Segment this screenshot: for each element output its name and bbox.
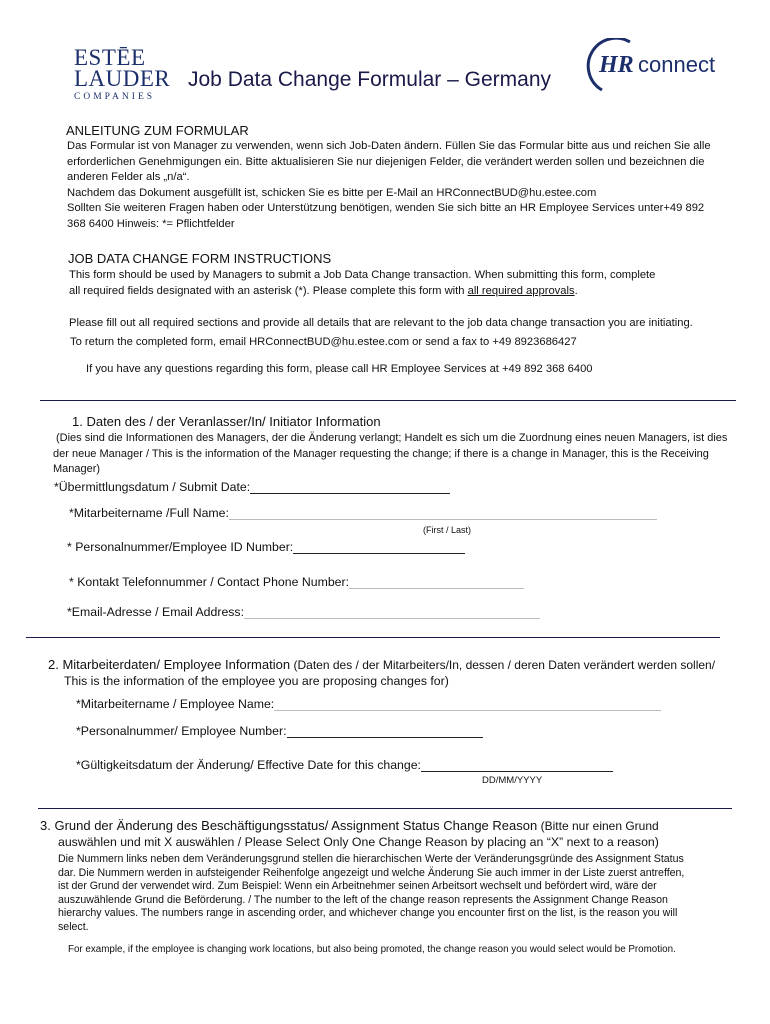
divider bbox=[40, 400, 736, 401]
employee-name-row bbox=[76, 697, 661, 711]
instructions-de-line: erforderlichen Genehmigungen ein. Bitte aktualisieren Sie nur diejenigen Felder, die verändert werden sollen und bezeichnen die bbox=[67, 155, 705, 168]
instructions-de-line: anderen Felder als „n/a“. bbox=[67, 171, 190, 184]
instructions-en-line-5: If you have any questions regarding this form, please call HR Employee Services at +49 892 368 6400 bbox=[86, 363, 593, 375]
section-3-desc-line: hierarchy values. The numbers range in ascending order, and whichever change you encounter first on the list, is the reason you will bbox=[58, 907, 678, 919]
full-name-row bbox=[69, 506, 657, 520]
section-2-title-line-2: This is the information of the employee you are proposing changes for) bbox=[64, 674, 449, 688]
instructions-en-line-1: This form should be used by Managers to submit a Job Data Change transaction. When submitting this form, complete bbox=[69, 269, 656, 281]
section-3-desc-line: ist der Grund der verwendet wird. Zum Beispiel: Wenn ein Arbeitnehmer seinen Arbeitsort wechselt und befördert wird, wäre der bbox=[58, 880, 657, 892]
submit-date-row bbox=[54, 480, 450, 494]
instructions-de-line: Das Formular ist von Manager zu verwenden, wenn sich Job-Daten ändern. Füllen Sie das Formular bitte aus und reichen Sie alle bbox=[67, 140, 711, 152]
submit-date-field[interactable] bbox=[250, 480, 450, 494]
employee-id-row bbox=[67, 540, 465, 554]
employee-id-label: * Personalnummer/Employee ID Number: bbox=[67, 540, 294, 554]
effective-date-format: DD/MM/YYYY bbox=[482, 775, 543, 786]
section-1-title: 1. Daten des / der Veranlasser/In/ Initiator Information bbox=[72, 414, 381, 429]
section-2-title: 2. Mitarbeiterdaten/ Employee Information bbox=[48, 657, 291, 672]
section-2-title-row bbox=[48, 657, 715, 672]
section-3-desc-line: Die Nummern links neben dem Veränderungsgrund stellen die hierarchischen Werte der Veränderungsgründe des Assignment Status bbox=[58, 853, 684, 865]
instructions-de-line: Nachdem das Dokument ausgefüllt ist, schicken Sie es bitte per E-Mail an HRConnectBUD@hu.estee.com bbox=[67, 186, 597, 199]
estee-lauder-logo bbox=[74, 45, 174, 102]
instructions-de-body bbox=[67, 139, 757, 233]
employee-name-label: *Mitarbeitername / Employee Name: bbox=[76, 697, 275, 711]
effective-date-field[interactable] bbox=[421, 758, 613, 772]
email-label: *Email-Adresse / Email Address: bbox=[67, 605, 245, 619]
instructions-en-line-2-text: all required fields designated with an asterisk (*). Please complete this form with bbox=[69, 285, 468, 297]
page-title: Job Data Change Formular – Germany bbox=[188, 68, 551, 91]
full-name-label: *Mitarbeitername /Full Name: bbox=[69, 506, 229, 520]
phone-field[interactable] bbox=[349, 575, 524, 589]
logo-line-2: LAUDER bbox=[74, 66, 171, 91]
full-name-hint: (First / Last) bbox=[423, 525, 472, 535]
section-3-desc-line: auszuwählende Grund die Beförderung. / The number to the left of the change reason represents the Assignment Change Reason bbox=[58, 893, 668, 906]
employee-number-row bbox=[76, 724, 483, 738]
instructions-en-line-2-end: . bbox=[574, 285, 578, 297]
instructions-en-heading: JOB DATA CHANGE FORM INSTRUCTIONS bbox=[68, 251, 332, 266]
instructions-en-line-2 bbox=[69, 284, 578, 300]
section-1-desc-line: der neue Manager / This is the information of the Manager requesting the change; if there is a change in Manager, this is the Receiving bbox=[53, 447, 709, 460]
employee-name-field[interactable] bbox=[274, 697, 661, 711]
email-row bbox=[67, 605, 540, 619]
instructions-de-line: Sollten Sie weiteren Fragen haben oder Unterstützung benötigen, wenden Sie sich bitte an HR Employee Services unter+49 892 bbox=[67, 202, 705, 215]
instructions-de-line: 368 6400 Hinweis: *= Pflichtfelder bbox=[67, 217, 235, 230]
instructions-en-line-3: Please fill out all required sections and provide all details that are relevant to the job data change transaction you are initiating. bbox=[69, 317, 693, 329]
section-3-title-line-2: auswählen und mit X auswählen / Please Select Only One Change Reason by placing an “X” next to a reason) bbox=[58, 835, 659, 849]
employee-number-label: *Personalnummer/ Employee Number: bbox=[76, 724, 287, 738]
hr-text: HR bbox=[599, 52, 634, 78]
section-3-desc-line: dar. Die Nummern werden in aufsteigender Reihenfolge angezeigt und welche Änderung Sie auch immer in der Liste zuerst antreffen, bbox=[58, 866, 685, 879]
effective-date-label: *Gültigkeitsdatum der Änderung/ Effective Date for this change: bbox=[76, 758, 421, 772]
instructions-en-line-4: To return the completed form, email HRConnectBUD@hu.estee.com or send a fax to +49 8923686427 bbox=[70, 336, 577, 348]
section-3-title: 3. Grund der Änderung des Beschäftigungsstatus/ Assignment Status Change Reason bbox=[40, 818, 538, 833]
section-1-desc-line: (Dies sind die Informationen des Managers, der die Änderung verlangt; Handelt es sich um die Zuordnung eines neuen Managers, ist dies bbox=[56, 432, 728, 444]
full-name-field[interactable] bbox=[229, 506, 657, 520]
hr-connect-logo bbox=[582, 38, 742, 98]
section-3-example: For example, if the employee is changing work locations, but also being promoted, the change reason you would select would be Promotion. bbox=[68, 944, 676, 955]
submit-date-label: *Übermittlungsdatum / Submit Date: bbox=[54, 480, 251, 494]
section-3-desc-line: select. bbox=[58, 920, 89, 933]
logo-line-3: COMPANIES bbox=[74, 92, 156, 102]
instructions-de-heading: ANLEITUNG ZUM FORMULAR bbox=[66, 123, 249, 138]
section-2-title-note: (Daten des / der Mitarbeiters/In, dessen / deren Daten verändert werden sollen/ bbox=[293, 658, 716, 672]
employee-id-field[interactable] bbox=[293, 540, 465, 554]
connect-text: connect bbox=[638, 52, 716, 77]
logo-line-1: ESTĒE bbox=[74, 45, 146, 70]
phone-row bbox=[69, 575, 524, 589]
employee-number-field[interactable] bbox=[287, 724, 483, 738]
section-1-desc bbox=[53, 431, 758, 478]
section-3-desc bbox=[58, 853, 763, 934]
section-3-title-row bbox=[40, 818, 659, 833]
section-1-desc-line: Manager) bbox=[53, 463, 101, 476]
section-3-title-note: (Bitte nur einen Grund bbox=[540, 819, 659, 833]
divider bbox=[38, 808, 732, 809]
all-required-approvals-link: all required approvals bbox=[467, 285, 575, 297]
phone-label: * Kontakt Telefonnummer / Contact Phone Number: bbox=[69, 575, 350, 589]
effective-date-row bbox=[76, 758, 613, 772]
email-field[interactable] bbox=[244, 605, 540, 619]
divider bbox=[26, 637, 720, 638]
